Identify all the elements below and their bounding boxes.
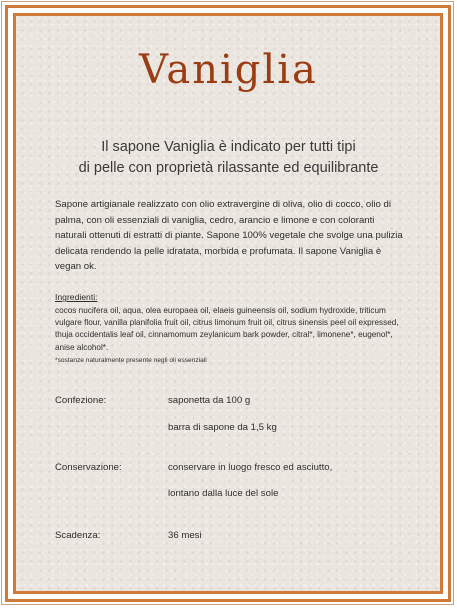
page-title: Vaniglia (139, 47, 318, 93)
subtitle-line-2: di pelle con proprietà rilassante ed equilibrante (78, 160, 379, 176)
paper-panel (13, 13, 443, 594)
confezione-value-1: saponetta da 100 g (168, 395, 251, 406)
scadenza-value: 36 mesi (168, 530, 202, 541)
ingredients-heading: Ingredienti: (55, 292, 98, 302)
subtitle-line-1: Il sapone Vaniglia è indicato per tutti tipi (101, 139, 356, 155)
confezione-value-2: barra di sapone da 1,5 kg (168, 422, 277, 433)
confezione-label: Confezione: (55, 395, 107, 406)
scadenza-label: Scadenza: (55, 530, 101, 541)
decorative-frame (5, 5, 451, 602)
conservazione-label: Conservazione: (55, 462, 122, 473)
conservazione-value-1: conservare in luogo fresco ed asciutto, (168, 462, 333, 473)
conservazione-value-2: lontano dalla luce del sole (168, 488, 279, 499)
ingredients-note: *sostanze naturalmente presente negli oli essenziali (55, 357, 207, 364)
subtitle (0, 137, 457, 179)
intro-paragraph: Sapone artigianale realizzato con olio extravergine di oliva, olio di cocco, olio di palma, con oli essenziali di vaniglia, cedro, arancio e limone e con coloranti naturali ottenuti di estratti di piante. Sapone 100% vegetale che svolge una pulizia delicata rendendo la pelle idratata, morbida e profumata. Il sapone Vaniglia è vegan ok. (55, 199, 403, 273)
ingredients-list: cocos nucifera oil, aqua, olea europaea oil, elaeis guineensis oil, sodium hydroxide, triticum vulgare flour, vanilla planifolia fruit oil, citrus limonum fruit oil, citrus sinensis peel oil expressed, thuja occidentalis leaf oil, cinnamomum zeylanicum bark powder, citral*, limonene*, eugenol*, anise alcohol*. (55, 306, 399, 352)
